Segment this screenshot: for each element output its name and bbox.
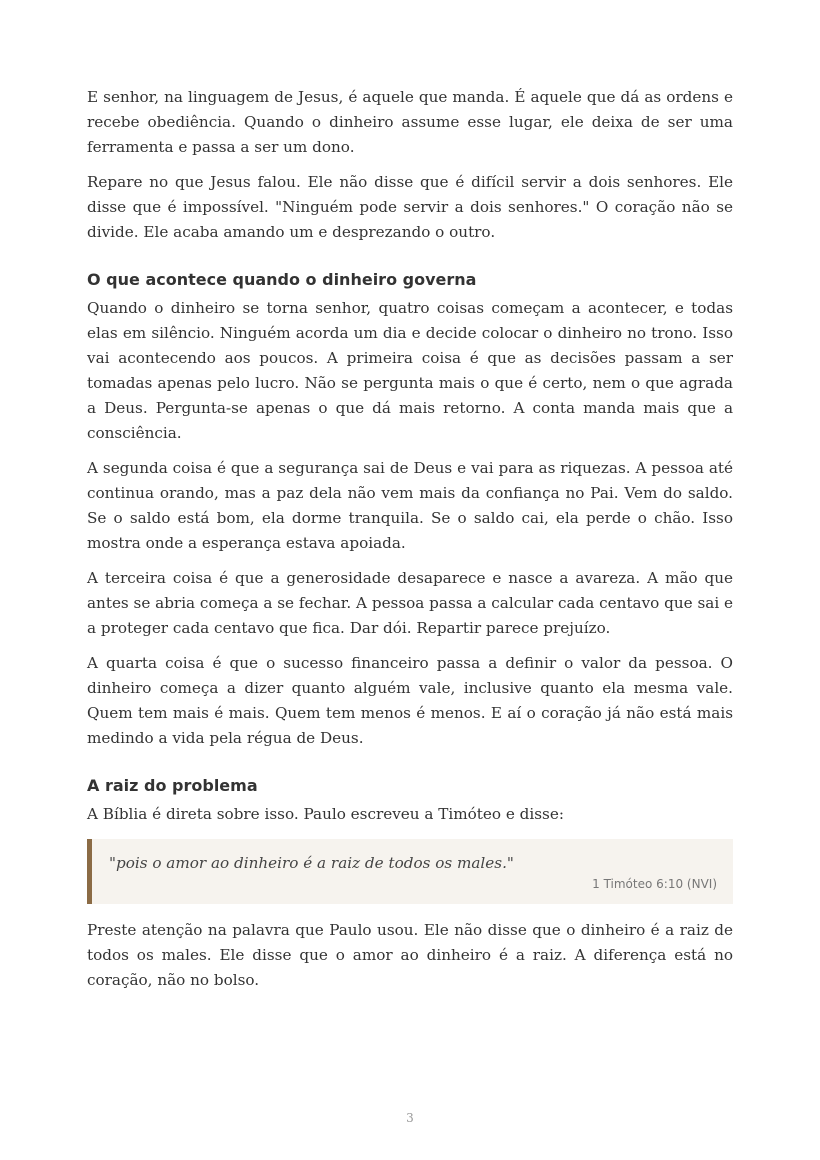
section-heading: A raiz do problema (87, 776, 258, 795)
paragraph: Quando o dinheiro se torna senhor, quatro coisas começam a acontecer, e todas elas em silêncio. Ninguém acorda um dia e decide colocar o dinheiro no trono. Isso vai acontecendo aos poucos. A primeira coisa é que as decisões passam a ser tomadas apenas pelo lucro. Não se pergunta mais o que é certo, nem o que agrada a Deus. Pergunta-se apenas o que dá mais retorno. A conta manda mais que a consciência. (87, 299, 733, 442)
paragraph: E senhor, na linguagem de Jesus, é aquele que manda. É aquele que dá as ordens e recebe obediência. Quando o dinheiro assume esse lugar, ele deixa de ser uma ferramenta e passa a ser um dono. (87, 88, 733, 156)
paragraph: A Bíblia é direta sobre isso. Paulo escreveu a Timóteo e disse: (87, 805, 564, 823)
paragraph: A segunda coisa é que a segurança sai de Deus e vai para as riquezas. A pessoa até continua orando, mas a paz dela não vem mais da confiança no Pai. Vem do saldo. Se o saldo está bom, ela dorme tranquila. Se o saldo cai, ela perde o chão. Isso mostra onde a esperança estava apoiada. (87, 459, 733, 552)
paragraph: A terceira coisa é que a generosidade desaparece e nasce a avareza. A mão que antes se abria começa a se fechar. A pessoa passa a calcular cada centavo que sai e a proteger cada centavo que fica. Dar dói. Repartir parece prejuízo. (87, 569, 733, 637)
paragraph: Preste atenção na palavra que Paulo usou. Ele não disse que o dinheiro é a raiz de todos os males. Ele disse que o amor ao dinheiro é a raiz. A diferença está no coração, não no bolso. (87, 921, 733, 989)
bible-quote-block (87, 839, 733, 904)
paragraph: Repare no que Jesus falou. Ele não disse que é difícil servir a dois senhores. Ele disse que é impossível. "Ninguém pode servir a dois senhores." O coração não se divide. Ele acaba amando um e desprezando o outro. (87, 173, 733, 241)
paragraph: A quarta coisa é que o sucesso financeiro passa a definir o valor da pessoa. O dinheiro começa a dizer quanto alguém vale, inclusive quanto ela mesma vale. Quem tem mais é mais. Quem tem menos é menos. E aí o coração já não está mais medindo a vida pela régua de Deus. (87, 654, 733, 747)
quote-reference: 1 Timóteo 6:10 (NVI) (592, 877, 717, 891)
document-page (87, 85, 733, 1003)
section-heading: O que acontece quando o dinheiro governa (87, 270, 477, 289)
page-number: 3 (406, 1111, 414, 1125)
quote-text: "pois o amor ao dinheiro é a raiz de todos os males." (109, 854, 514, 872)
